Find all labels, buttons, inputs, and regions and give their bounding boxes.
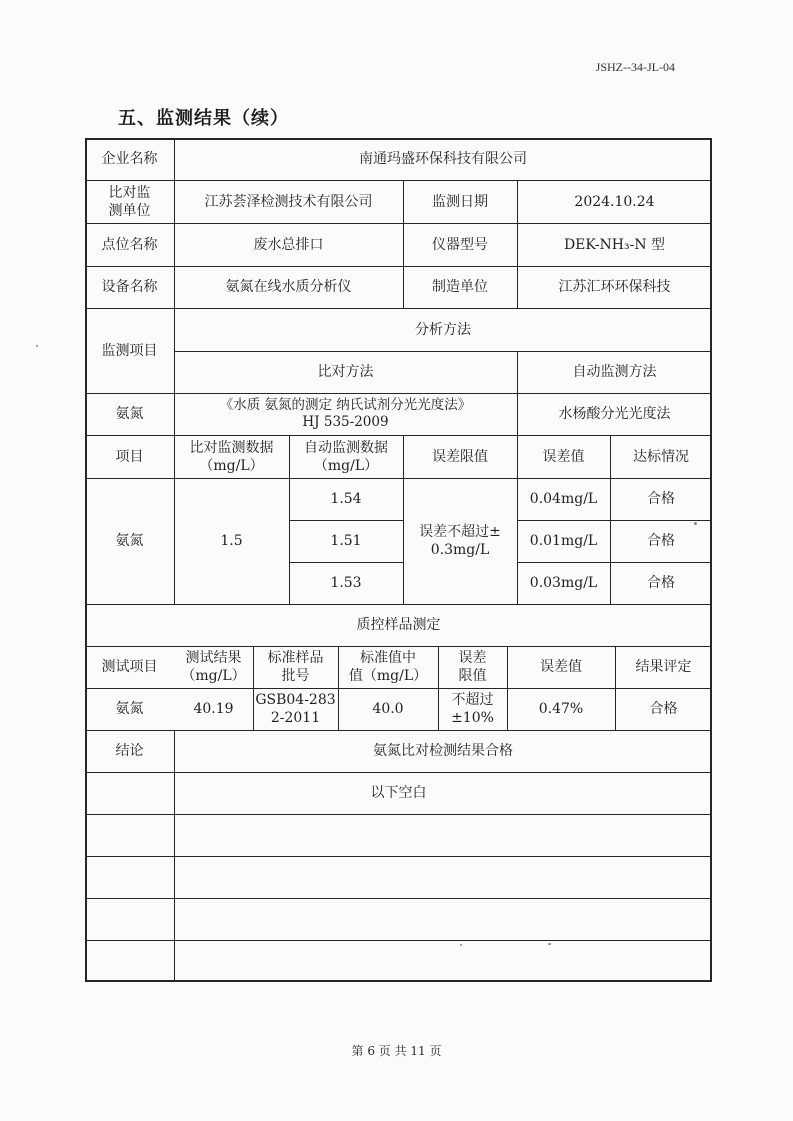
comparison-error-limit: 误差不超过± 0.3mg/L — [419, 524, 501, 558]
comparison-reference-value: 1.5 — [220, 533, 243, 549]
qc-header-evaluation: 结果评定 — [635, 659, 692, 675]
manufacturer-label: 制造单位 — [432, 279, 488, 295]
comparison-header-reference: 比对监测数据 （mg/L） — [189, 439, 274, 474]
qc-title: 质控样品测定 — [356, 617, 441, 633]
monitoring-item-label: 监测项目 — [101, 342, 158, 359]
conclusion-value: 氨氮比对检测结果合格 — [373, 743, 513, 759]
analysis-method-label: 分析方法 — [415, 321, 471, 338]
scan-speck — [460, 944, 462, 946]
status-1: 合格 — [647, 491, 675, 507]
monitoring-date-label: 监测日期 — [432, 193, 488, 210]
qc-header-result: 测试结果 （mg/L） — [181, 650, 246, 684]
qc-evaluation: 合格 — [649, 701, 678, 717]
page-footer: 第 6 页 共 11 页 — [351, 1044, 442, 1058]
qc-standard: 40.0 — [372, 701, 404, 717]
status-3: 合格 — [647, 575, 675, 591]
monitoring-results-table — [85, 138, 712, 982]
auto-value-2: 1.51 — [330, 533, 362, 549]
qc-header-batch: 标准样品 批号 — [267, 650, 324, 684]
monitoring-unit-label: 比对监 测单位 — [108, 184, 151, 219]
device-name-label: 设备名称 — [101, 279, 158, 295]
comparison-method-label: 比对方法 — [317, 364, 374, 380]
auto-value-3: 1.53 — [330, 575, 362, 591]
status-2: 合格 — [647, 533, 675, 549]
comparison-header-auto: 自动监测数据 （mg/L） — [304, 439, 388, 474]
qc-batch: GSB04-283 2-2011 — [255, 692, 336, 726]
method-item-name: 氨氮 — [115, 406, 144, 422]
auto-method-label: 自动监测方法 — [572, 364, 657, 380]
qc-header-item: 测试项目 — [101, 659, 158, 675]
scan-speck — [694, 522, 697, 525]
qc-header-standard: 标准值中 值（mg/L） — [348, 650, 428, 684]
manufacturer-value: 江苏汇环环保科技 — [558, 279, 671, 295]
enterprise-label: 企业名称 — [101, 151, 158, 167]
section-title: 五、监测结果（续） — [118, 108, 289, 129]
qc-header-error: 误差值 — [540, 659, 582, 675]
comparison-header-limit: 误差限值 — [432, 448, 488, 465]
instrument-model-label: 仪器型号 — [432, 236, 488, 253]
qc-item: 氨氮 — [115, 701, 144, 717]
auto-method-value: 水杨酸分光光度法 — [558, 406, 671, 422]
monitoring-date-value: 2024.10.24 — [574, 193, 655, 210]
device-name-value: 氨氮在线水质分析仪 — [225, 279, 352, 295]
point-name-value: 废水总排口 — [253, 236, 324, 253]
comparison-method-value: 《水质 氨氮的测定 纳氏试剂分光光度法》 HJ 535-2009 — [219, 397, 472, 430]
error-value-3: 0.03mg/L — [529, 575, 598, 591]
monitoring-unit-value: 江苏荟泽检测技术有限公司 — [204, 193, 373, 210]
comparison-item: 氨氮 — [115, 533, 144, 549]
blank-note: 以下空白 — [370, 785, 427, 801]
conclusion-label: 结论 — [115, 743, 144, 759]
comparison-header-item: 项目 — [115, 448, 144, 465]
comparison-header-error: 误差值 — [542, 448, 585, 465]
error-value-2: 0.01mg/L — [529, 533, 598, 549]
error-value-1: 0.04mg/L — [529, 491, 598, 507]
point-name-label: 点位名称 — [101, 236, 158, 253]
qc-header-limit: 误差 限值 — [458, 650, 487, 684]
enterprise-value: 南通玛盛环保科技有限公司 — [359, 151, 527, 167]
auto-value-1: 1.54 — [330, 491, 362, 507]
scan-speck — [548, 943, 551, 945]
qc-limit: 不超过 ±10% — [451, 692, 494, 726]
instrument-model-value: DEK-NH₃-N 型 — [563, 236, 666, 253]
qc-result: 40.19 — [193, 701, 234, 717]
comparison-header-status: 达标情况 — [633, 448, 689, 465]
scan-speck — [36, 345, 38, 347]
document-code: JSHZ--34-JL-04 — [595, 60, 675, 74]
qc-error: 0.47% — [538, 701, 584, 717]
